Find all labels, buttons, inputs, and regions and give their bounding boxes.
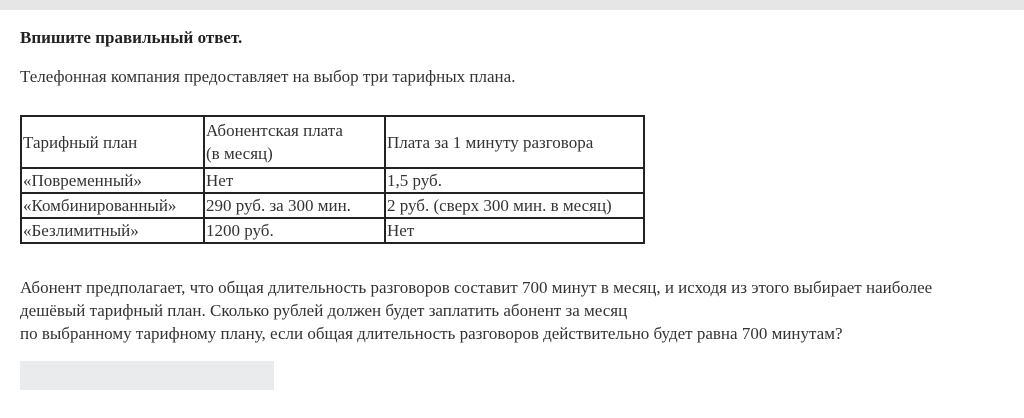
cell-per-minute: 1,5 руб. [385, 168, 644, 193]
question-line-3: по выбранному тарифному плану, если общая длительность разговоров действительно будет равна 700 минутам? [20, 324, 843, 343]
instruction-heading: Впишите правильный ответ. [20, 28, 243, 47]
tariff-table [20, 115, 645, 244]
table-row [21, 168, 644, 193]
answer-input[interactable] [20, 361, 274, 390]
cell-fee: 1200 руб. [204, 218, 385, 243]
cell-fee: Нет [204, 168, 385, 193]
header-fee-line1: Абонентская плата [206, 121, 343, 140]
question-text [20, 276, 1010, 345]
table-row [21, 193, 644, 218]
question-line-1: Абонент предполагает, что общая длительность разговоров составит 700 минут в месяц, и исходя из этого выбирает наиболее [20, 278, 933, 297]
cell-plan: «Повременный» [21, 168, 204, 193]
cell-plan: «Комбинированный» [21, 193, 204, 218]
table-row [21, 218, 644, 243]
header-plan: Тарифный план [21, 116, 204, 168]
header-fee-line2: (в месяц) [206, 144, 273, 163]
question-line-2: дешёвый тарифный план. Сколько рублей должен будет заплатить абонент за месяц [20, 301, 628, 320]
cell-per-minute: Нет [385, 218, 644, 243]
intro-text: Телефонная компания предоставляет на выбор три тарифных плана. [20, 67, 516, 86]
header-fee [204, 116, 385, 168]
cell-plan: «Безлимитный» [21, 218, 204, 243]
cell-per-minute: 2 руб. (сверх 300 мин. в месяц) [385, 193, 644, 218]
table-header-row [21, 116, 644, 168]
cell-fee: 290 руб. за 300 мин. [204, 193, 385, 218]
top-bar [0, 0, 1024, 10]
header-per-minute: Плата за 1 минуту разговора [385, 116, 644, 168]
